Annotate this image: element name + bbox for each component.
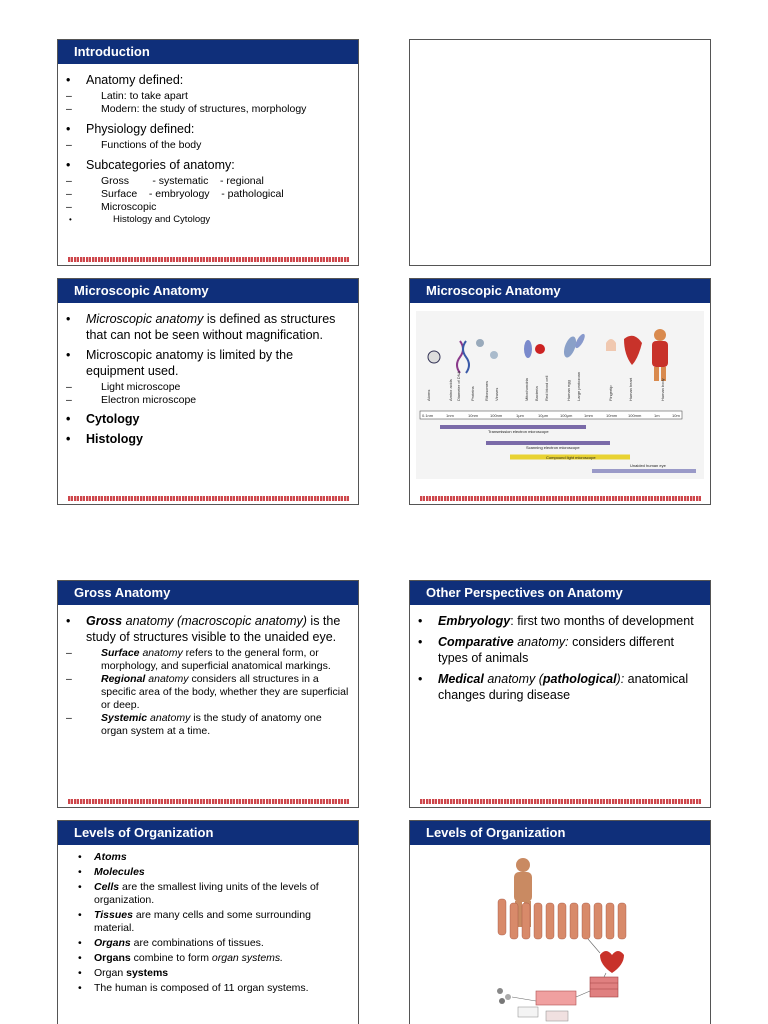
- slide-other-perspectives: [409, 580, 711, 808]
- svg-text:Ribosomes: Ribosomes: [484, 380, 489, 401]
- slide-blank: [409, 39, 711, 266]
- bullet: • Histology: [64, 431, 350, 447]
- text: Organ: [94, 967, 127, 979]
- em-text: Atoms: [94, 851, 127, 863]
- text: is the study of anatomy one organ system at a time.: [101, 712, 322, 737]
- em-text: anatomy (macroscopic anatomy): [122, 614, 307, 628]
- svg-text:Human egg: Human egg: [566, 380, 571, 401]
- bullet: [64, 311, 350, 343]
- list-item: [64, 866, 350, 879]
- slide-gross-anatomy: [57, 580, 359, 808]
- bullet: • Physiology defined:: [64, 121, 350, 137]
- svg-text:100mm: 100mm: [628, 413, 642, 418]
- svg-text:1m: 1m: [654, 413, 660, 418]
- organization-illustration: [488, 851, 638, 1024]
- svg-text:1nm: 1nm: [446, 413, 454, 418]
- text: are the smallest living units of the levels of organization.: [94, 881, 319, 906]
- text: anatomical changes during disease: [438, 672, 689, 702]
- em-text: Systemic: [101, 712, 148, 724]
- bullet: [416, 671, 702, 703]
- range-label: Scanning electron microscope: [526, 445, 580, 450]
- em-text: anatomy: [139, 647, 183, 659]
- text: is defined as structures that can not be seen without magnification.: [86, 312, 336, 342]
- svg-text:Fingertip: Fingertip: [608, 385, 613, 401]
- sub-bullet: – Surface - embryology - pathological: [64, 188, 350, 201]
- text: are combinations of tissues.: [130, 937, 264, 949]
- sub-bullet: – Modern: the study of structures, morphology: [64, 103, 350, 116]
- text: : first two months of development: [510, 614, 694, 628]
- bullet: • Cytology: [64, 411, 350, 427]
- text: considers different types of animals: [438, 635, 675, 665]
- svg-text:Human heart: Human heart: [628, 377, 633, 401]
- sub-bullet: – Functions of the body: [64, 139, 350, 152]
- em-text: anatomy (: [483, 672, 543, 686]
- sub-bullet: [64, 673, 350, 712]
- slide-body: [64, 70, 350, 226]
- em-text: Microscopic anatomy: [86, 312, 204, 326]
- slide-title: Introduction: [58, 40, 358, 64]
- em-text: Regional: [101, 673, 146, 685]
- svg-text:100μm: 100μm: [560, 413, 573, 418]
- sub-bullet: [64, 647, 350, 673]
- em-text: anatomy:: [513, 635, 569, 649]
- em-text: Cells: [94, 881, 120, 893]
- slide-title: Levels of Organization: [58, 821, 358, 845]
- em-text: organ systems.: [211, 952, 284, 964]
- svg-text:10m: 10m: [672, 413, 680, 418]
- svg-text:10μm: 10μm: [538, 413, 549, 418]
- svg-text:Human body: Human body: [660, 378, 665, 401]
- slide-title: Microscopic Anatomy: [410, 279, 710, 303]
- scale-illustration: [416, 311, 704, 479]
- sub-bullet: – Light microscope: [64, 381, 350, 394]
- text: refers to the general form, or morphology, and superficial anatomical markings.: [101, 647, 331, 672]
- slide-levels-of-organization-text: [57, 820, 359, 1024]
- range-label: Compound light microscope: [546, 455, 596, 460]
- svg-text:Proteins: Proteins: [470, 386, 475, 401]
- bullet: [416, 613, 702, 629]
- em-text: Surface: [101, 647, 140, 659]
- svg-text:10mm: 10mm: [606, 413, 618, 418]
- em-text: Organs: [94, 937, 131, 949]
- svg-text:Large protozoan: Large protozoan: [576, 371, 581, 401]
- svg-text:Amino acids: Amino acids: [448, 379, 453, 401]
- slide-body: [64, 309, 350, 449]
- svg-text:Viruses: Viruses: [494, 387, 499, 401]
- slide-body: [64, 849, 350, 997]
- strong-text: Organs: [94, 952, 131, 964]
- slide-body: [64, 611, 350, 738]
- footnote: [68, 257, 350, 262]
- slide-title: Gross Anatomy: [58, 581, 358, 605]
- sub-bullet: – Latin: to take apart: [64, 90, 350, 103]
- footnote: [68, 496, 350, 501]
- list-item: [64, 967, 350, 980]
- svg-text:Diameter of DNA: Diameter of DNA: [456, 370, 461, 401]
- text: is the study of structures visible to the unaided eye.: [86, 614, 341, 644]
- em-text: anatomy: [145, 673, 189, 685]
- text: combine to form: [130, 952, 212, 964]
- em-text: Comparative: [438, 635, 514, 649]
- bullet: • Microscopic anatomy is limited by the equipment used.: [64, 347, 350, 379]
- footnote: [68, 799, 350, 804]
- list-item: [64, 881, 350, 907]
- svg-text:Red blood cell: Red blood cell: [544, 375, 549, 401]
- svg-text:100nm: 100nm: [490, 413, 503, 418]
- list-item: [64, 952, 350, 965]
- range-label: Unaided human eye: [630, 463, 666, 468]
- list-item: [64, 937, 350, 950]
- list-item: • The human is composed of 11 organ systems.: [64, 982, 350, 995]
- slide-title: Levels of Organization: [410, 821, 710, 845]
- bullet: [416, 634, 702, 666]
- sub-sub-bullet: • Histology and Cytology: [64, 214, 350, 226]
- slide-introduction: [57, 39, 359, 266]
- slide-microscopic-anatomy-figure: [409, 278, 711, 505]
- em-text: Gross: [86, 614, 123, 628]
- em-text: anatomy: [147, 712, 191, 724]
- sub-bullet: – Electron microscope: [64, 394, 350, 407]
- slide-microscopic-anatomy-text: [57, 278, 359, 505]
- slide-title: Microscopic Anatomy: [58, 279, 358, 303]
- em-text: Tissues: [94, 909, 133, 921]
- strong-text: systems: [126, 967, 169, 979]
- bullet: • Anatomy defined:: [64, 72, 350, 88]
- svg-text:10nm: 10nm: [468, 413, 479, 418]
- slide-body: [416, 611, 702, 705]
- bullet: • Subcategories of anatomy:: [64, 157, 350, 173]
- slide-title: Other Perspectives on Anatomy: [410, 581, 710, 605]
- svg-text:Bacteria: Bacteria: [534, 386, 539, 401]
- list-item: [64, 909, 350, 935]
- sub-bullet: – Microscopic: [64, 201, 350, 214]
- list-item: [64, 851, 350, 864]
- bullet: [64, 613, 350, 645]
- sub-bullet: – Gross - systematic - regional: [64, 175, 350, 188]
- svg-text:1μm: 1μm: [516, 413, 524, 418]
- svg-text:Mitochondria: Mitochondria: [524, 378, 529, 401]
- svg-text:0.1nm: 0.1nm: [422, 413, 434, 418]
- text: considers all structures in a specific area of the body, whether they are superficial or deep.: [101, 673, 349, 711]
- range-label: Transmission electron microscope: [488, 429, 549, 434]
- text: are many cells and some surrounding material.: [94, 909, 311, 934]
- em-text: ):: [616, 672, 625, 686]
- slide-levels-of-organization-figure: [409, 820, 711, 1024]
- footnote: [420, 799, 702, 804]
- em-text: Embryology: [438, 614, 511, 628]
- em-text: pathological: [542, 672, 617, 686]
- em-text: Medical: [438, 672, 484, 686]
- em-text: Molecules: [94, 866, 145, 878]
- svg-text:Atoms: Atoms: [426, 389, 431, 401]
- footnote: [420, 496, 702, 501]
- svg-text:1mm: 1mm: [584, 413, 593, 418]
- sub-bullet: [64, 712, 350, 738]
